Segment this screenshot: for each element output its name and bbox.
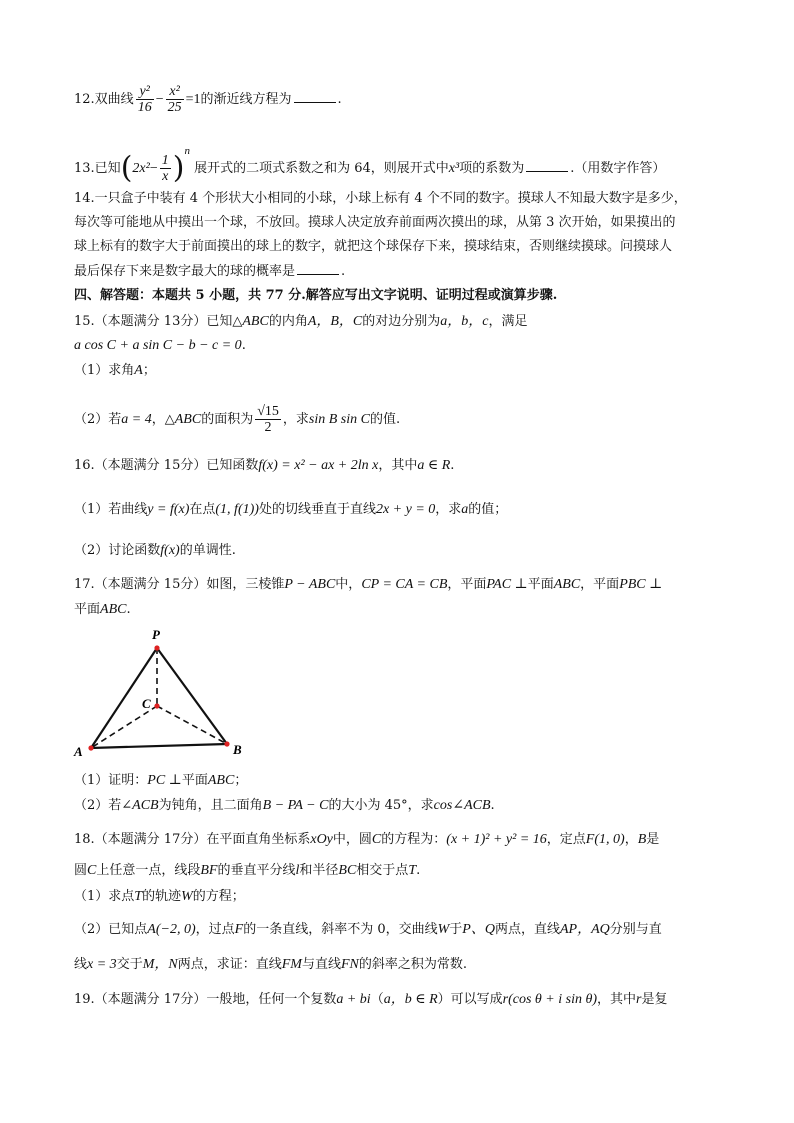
vertex-C: [154, 703, 159, 708]
question-18-part-2: （2）已知点A(−2, 0)，过点F的一条直线，斜率不为 0，交曲线W于P、Q两点，直线AP，AQ分别与直: [74, 922, 662, 937]
question-15-line-1: 15.（本题满分 13分）已知△ABC的内角A，B，C的对边分别为a，b，c，满足: [74, 314, 528, 329]
question-19-line-1: 19.（本题满分 17分）一般地，任何一个复数a + bi（a，b ∈ R）可以写成r(cos θ + i sin θ)，其中r是复: [74, 992, 668, 1007]
label-C: C: [142, 696, 151, 711]
fraction: $\frac{1}{x}$: [161, 153, 169, 184]
section-heading: 四、解答题：本题共 5 小题，共 77 分.解答应写出文字说明、证明过程或演算步骤.: [74, 288, 558, 303]
question-18-line-2: 圆C上任意一点，线段BF的垂直平分线l和半径BC相交于点T.: [74, 863, 421, 878]
tetrahedron-figure: [70, 626, 250, 762]
vertex-P: [154, 645, 159, 650]
answer-blank: [294, 90, 336, 103]
label-P: P: [152, 627, 160, 642]
question-15-part-1: （1）求角A；: [74, 363, 156, 378]
question-18-line-1: 18.（本题满分 17分）在平面直角坐标系xOy中，圆C的方程为：(x + 1)² + y² = 16，定点F(1, 0)，B是: [74, 832, 660, 847]
fraction: $\frac{\text{y²}}{16}$: [137, 84, 152, 115]
question-15-part-2: （2）若a = 4，△ABC的面积为 $\frac{√15}{2}$ ，求sin B sin C的值.: [74, 404, 401, 435]
question-17-part-1: （1）证明：PC ⊥平面ABC；: [74, 773, 248, 788]
question-15-equation: a cos C + a sin C − b − c = 0.: [74, 338, 246, 353]
fraction: $\frac{\text{x²}}{25}$: [167, 84, 182, 115]
question-18-part-1: （1）求点T的轨迹W的方程；: [74, 889, 245, 904]
question-18-part-2-cont: 线x = 3交于M，N两点，求证：直线FM与直线FN的斜率之积为常数.: [74, 957, 467, 972]
edge-CA: [91, 706, 157, 748]
edge-AB: [91, 744, 227, 748]
question-12: 12.双曲线 $\frac{\text{y²}}{16}$ − $\frac{\text{x²}}{25}$ =1的渐近线方程为 .: [74, 84, 342, 115]
label-A: A: [74, 744, 83, 759]
question-13: 13.已知(2x²− $\frac{1}{x}$ )$^n$ 展开式的二项式系数之和为 64，则展开式中x³项的系数为 .（用数字作答）: [74, 145, 666, 186]
question-16-line-1: 16.（本题满分 15分）已知函数f(x) = x² − ax + 2ln x，其中a ∈ R.: [74, 458, 455, 473]
answer-blank: [297, 262, 339, 275]
question-14-line-1: 14.一只盒子中装有 4 个形状大小相同的小球，小球上标有 4 个不同的数字。摸球人不知最大数字是多少，: [74, 191, 687, 206]
question-16-part-2: （2）讨论函数f(x)的单调性.: [74, 543, 236, 558]
edge-PB: [157, 648, 227, 744]
question-17-part-2: （2）若∠ACB为钝角，且二面角B − PA − C的大小为 45°，求cos∠ACB.: [74, 798, 495, 813]
vertex-B: [224, 741, 229, 746]
answer-blank: [526, 159, 568, 172]
question-14-line-2: 每次等可能地从中摸出一个球，不放回。摸球人决定放弃前面两次摸出的球，从第 3 次开始，如果摸出的: [74, 215, 676, 230]
question-14-line-3: 球上标有的数字大于前面摸出的球上的数字，就把这个球保存下来，摸球结束，否则继续摸球。问摸球人: [74, 239, 673, 254]
question-14-line-4: 最后保存下来是数字最大的球的概率是 .: [74, 264, 346, 279]
vertex-A: [88, 745, 93, 750]
fraction: $\frac{√15}{2}$: [257, 404, 279, 435]
edge-CB: [157, 706, 227, 744]
question-17-line-2: 平面ABC.: [74, 602, 131, 617]
question-17-line-1: 17.（本题满分 15分）如图，三棱锥P − ABC中，CP = CA = CB，平面PAC ⊥平面ABC，平面PBC ⊥: [74, 577, 663, 592]
label-B: B: [233, 742, 242, 757]
question-16-part-1: （1）若曲线y = f(x)在点(1, f(1))处的切线垂直于直线2x + y = 0，求a的值；: [74, 502, 508, 517]
